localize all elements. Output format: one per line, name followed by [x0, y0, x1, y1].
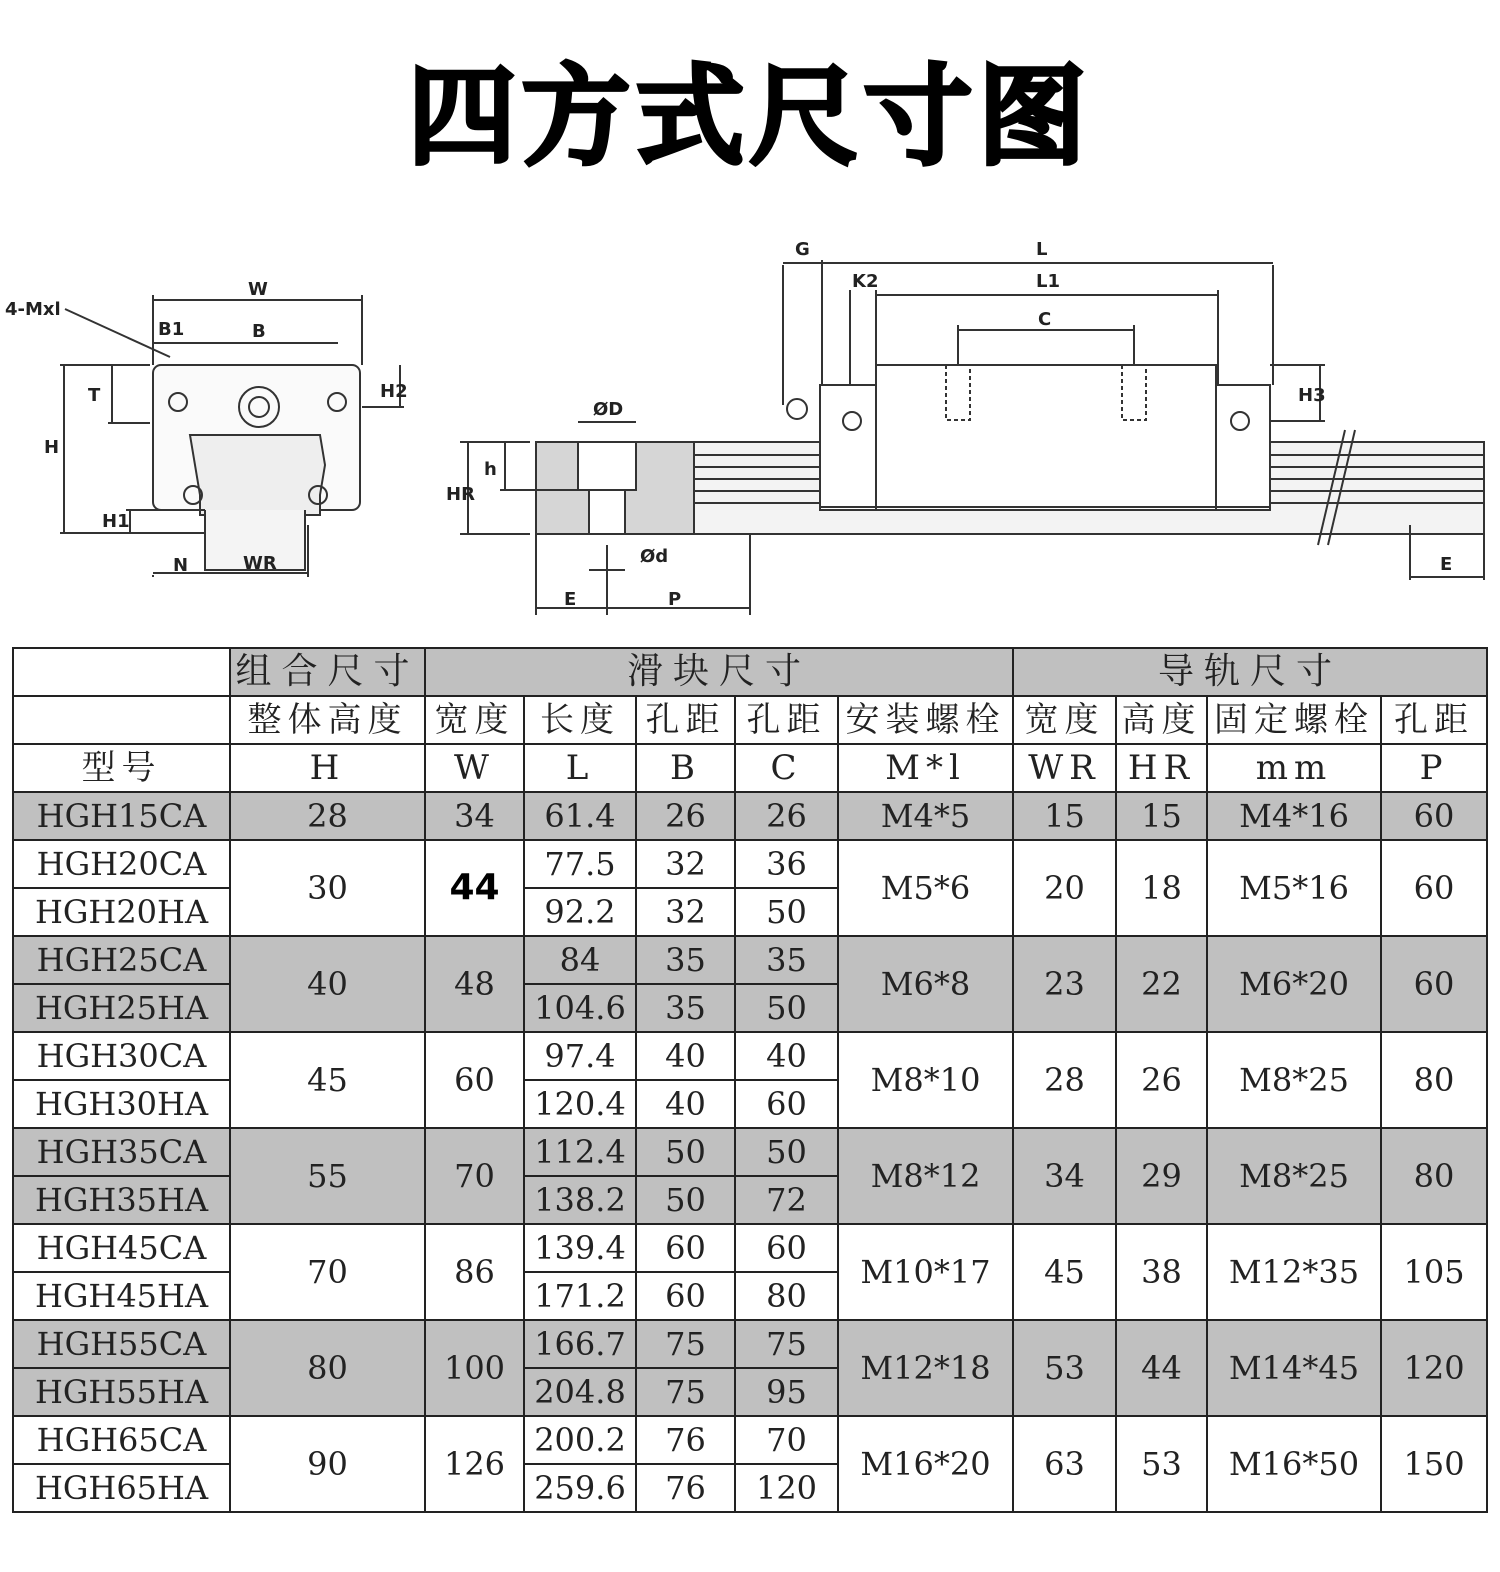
- height-h-cell: 28: [230, 792, 425, 840]
- pitch-c-cell: 26: [735, 792, 838, 840]
- length-l-cell: 104.6: [524, 984, 636, 1032]
- table-row: [13, 1128, 1487, 1176]
- pitch-b-cell: 40: [636, 1032, 735, 1080]
- label-b: B: [252, 321, 266, 342]
- table-row: [13, 792, 1487, 840]
- pitch-c-cell: 50: [735, 888, 838, 936]
- height-h-cell: 40: [230, 936, 425, 1032]
- model-cell: HGH65HA: [13, 1464, 230, 1512]
- model-cell: HGH25CA: [13, 936, 230, 984]
- spec-table: [12, 647, 1488, 1513]
- model-cell: HGH35CA: [13, 1128, 230, 1176]
- model-cell: HGH35HA: [13, 1176, 230, 1224]
- length-l-cell: 166.7: [524, 1320, 636, 1368]
- label-p: P: [668, 589, 682, 610]
- height-h-cell: 90: [230, 1416, 425, 1512]
- rail-width-cell: 45: [1013, 1224, 1116, 1320]
- sub-header: 高度: [1116, 696, 1207, 744]
- height-h-cell: 30: [230, 840, 425, 936]
- model-cell: HGH55CA: [13, 1320, 230, 1368]
- label-4-mxl: 4-Mxl: [5, 299, 61, 320]
- model-cell: HGH15CA: [13, 792, 230, 840]
- table-row: [13, 1416, 1487, 1464]
- rail-width-cell: 63: [1013, 1416, 1116, 1512]
- pitch-b-cell: 50: [636, 1128, 735, 1176]
- mount-bolt-cell: M5*6: [838, 840, 1013, 936]
- width-w-cell: 60: [425, 1032, 524, 1128]
- sub-header: 孔距: [636, 696, 735, 744]
- sub-header: 固定螺栓: [1207, 696, 1381, 744]
- pitch-c-cell: 70: [735, 1416, 838, 1464]
- rail-pitch-cell: 105: [1381, 1224, 1487, 1320]
- pitch-b-cell: 26: [636, 792, 735, 840]
- sub-header: 整体高度: [230, 696, 425, 744]
- group-header-row: [13, 648, 1487, 696]
- table-row: [13, 840, 1487, 888]
- length-l-cell: 97.4: [524, 1032, 636, 1080]
- table-row: [13, 1320, 1487, 1368]
- mount-bolt-cell: M12*18: [838, 1320, 1013, 1416]
- rail-height-cell: 38: [1116, 1224, 1207, 1320]
- symbol-header: W: [425, 744, 524, 792]
- rail-pitch-cell: 60: [1381, 840, 1487, 936]
- pitch-c-cell: 60: [735, 1080, 838, 1128]
- label-od-small: Ød: [640, 546, 669, 567]
- rail-bolt-cell: M14*45: [1207, 1320, 1381, 1416]
- pitch-b-cell: 60: [636, 1224, 735, 1272]
- pitch-c-cell: 120: [735, 1464, 838, 1512]
- pitch-c-cell: 60: [735, 1224, 838, 1272]
- rail-height-cell: 53: [1116, 1416, 1207, 1512]
- table-row: [13, 1224, 1487, 1272]
- pitch-c-cell: 50: [735, 1128, 838, 1176]
- table-row: [13, 1032, 1487, 1080]
- model-cell: HGH65CA: [13, 1416, 230, 1464]
- pitch-b-cell: 76: [636, 1416, 735, 1464]
- rail-pitch-cell: 80: [1381, 1032, 1487, 1128]
- height-h-cell: 80: [230, 1320, 425, 1416]
- label-wr: WR: [243, 553, 277, 574]
- model-cell: HGH45CA: [13, 1224, 230, 1272]
- width-w-cell: 44: [425, 840, 524, 936]
- pitch-b-cell: 60: [636, 1272, 735, 1320]
- width-w-cell: 48: [425, 936, 524, 1032]
- pitch-b-cell: 75: [636, 1368, 735, 1416]
- width-w-cell: 126: [425, 1416, 524, 1512]
- model-cell: HGH55HA: [13, 1368, 230, 1416]
- rail-bolt-cell: M6*20: [1207, 936, 1381, 1032]
- pitch-b-cell: 35: [636, 936, 735, 984]
- sub-header-row: [13, 696, 1487, 744]
- rail-height-cell: 15: [1116, 792, 1207, 840]
- pitch-b-cell: 32: [636, 840, 735, 888]
- rail-width-cell: 34: [1013, 1128, 1116, 1224]
- pitch-b-cell: 76: [636, 1464, 735, 1512]
- pitch-c-cell: 75: [735, 1320, 838, 1368]
- width-w-cell: 34: [425, 792, 524, 840]
- table-row: [13, 936, 1487, 984]
- length-l-cell: 204.8: [524, 1368, 636, 1416]
- width-w-cell: 100: [425, 1320, 524, 1416]
- pitch-c-cell: 95: [735, 1368, 838, 1416]
- length-l-cell: 139.4: [524, 1224, 636, 1272]
- sub-header: 宽度: [425, 696, 524, 744]
- length-l-cell: 112.4: [524, 1128, 636, 1176]
- rail-width-cell: 53: [1013, 1320, 1116, 1416]
- label-n: N: [173, 555, 189, 576]
- label-l: L: [1036, 239, 1048, 260]
- pitch-c-cell: 80: [735, 1272, 838, 1320]
- mount-bolt-cell: M10*17: [838, 1224, 1013, 1320]
- rail-width-cell: 28: [1013, 1032, 1116, 1128]
- label-k2: K2: [852, 271, 879, 292]
- rail-width-cell: 15: [1013, 792, 1116, 840]
- side-view: [694, 260, 1484, 580]
- rail-pitch-cell: 60: [1381, 936, 1487, 1032]
- rail-width-cell: 23: [1013, 936, 1116, 1032]
- length-l-cell: 138.2: [524, 1176, 636, 1224]
- symbol-header: B: [636, 744, 735, 792]
- height-h-cell: 45: [230, 1032, 425, 1128]
- mount-bolt-cell: M8*10: [838, 1032, 1013, 1128]
- pitch-c-cell: 72: [735, 1176, 838, 1224]
- rail-height-cell: 22: [1116, 936, 1207, 1032]
- label-g: G: [795, 239, 810, 260]
- group-block: 滑块尺寸: [425, 648, 1013, 696]
- blank-cell: [13, 648, 230, 696]
- label-hr: HR: [446, 484, 475, 505]
- label-h1: H1: [102, 511, 130, 532]
- sub-header: 孔距: [1381, 696, 1487, 744]
- symbol-row: [13, 744, 1487, 792]
- pitch-b-cell: 35: [636, 984, 735, 1032]
- pitch-b-cell: 50: [636, 1176, 735, 1224]
- symbol-header: mm: [1207, 744, 1381, 792]
- rail-height-cell: 29: [1116, 1128, 1207, 1224]
- length-l-cell: 259.6: [524, 1464, 636, 1512]
- group-rail: 导轨尺寸: [1013, 648, 1487, 696]
- rail-bolt-cell: M12*35: [1207, 1224, 1381, 1320]
- symbol-header: HR: [1116, 744, 1207, 792]
- length-l-cell: 92.2: [524, 888, 636, 936]
- rail-height-cell: 18: [1116, 840, 1207, 936]
- sub-header: 宽度: [1013, 696, 1116, 744]
- label-h-small: h: [484, 459, 497, 480]
- rail-bolt-cell: M8*25: [1207, 1032, 1381, 1128]
- rail-height-cell: 26: [1116, 1032, 1207, 1128]
- label-l1: L1: [1036, 271, 1060, 292]
- rail-bolt-cell: M8*25: [1207, 1128, 1381, 1224]
- length-l-cell: 77.5: [524, 840, 636, 888]
- label-od-large: ØD: [593, 399, 624, 420]
- dimension-drawing: [0, 225, 1500, 625]
- pitch-c-cell: 50: [735, 984, 838, 1032]
- label-w: W: [248, 279, 268, 300]
- pitch-c-cell: 40: [735, 1032, 838, 1080]
- length-l-cell: 61.4: [524, 792, 636, 840]
- label-h: H: [44, 437, 60, 458]
- pitch-c-cell: 35: [735, 936, 838, 984]
- symbol-header: C: [735, 744, 838, 792]
- sub-header: 长度: [524, 696, 636, 744]
- pitch-c-cell: 36: [735, 840, 838, 888]
- rail-bolt-cell: M5*16: [1207, 840, 1381, 936]
- rail-bolt-cell: M16*50: [1207, 1416, 1381, 1512]
- model-cell: HGH25HA: [13, 984, 230, 1032]
- height-h-cell: 55: [230, 1128, 425, 1224]
- label-h2: H2: [380, 381, 408, 402]
- sub-header: 安装螺栓: [838, 696, 1013, 744]
- label-c: C: [1038, 309, 1052, 330]
- mount-bolt-cell: M8*12: [838, 1128, 1013, 1224]
- rail-pitch-cell: 120: [1381, 1320, 1487, 1416]
- model-cell: HGH30CA: [13, 1032, 230, 1080]
- label-h3: H3: [1298, 385, 1326, 406]
- group-assembly: 组合尺寸: [230, 648, 425, 696]
- pitch-b-cell: 40: [636, 1080, 735, 1128]
- label-e-left: E: [564, 589, 577, 610]
- rail-pitch-cell: 60: [1381, 792, 1487, 840]
- mount-bolt-cell: M6*8: [838, 936, 1013, 1032]
- rail-pitch-cell: 80: [1381, 1128, 1487, 1224]
- page-title: 四方式尺寸图: [407, 55, 1092, 180]
- model-cell: HGH45HA: [13, 1272, 230, 1320]
- symbol-header: H: [230, 744, 425, 792]
- symbol-header: P: [1381, 744, 1487, 792]
- label-t: T: [88, 385, 101, 406]
- length-l-cell: 84: [524, 936, 636, 984]
- symbol-header: L: [524, 744, 636, 792]
- width-w-cell: 86: [425, 1224, 524, 1320]
- length-l-cell: 120.4: [524, 1080, 636, 1128]
- mount-bolt-cell: M4*5: [838, 792, 1013, 840]
- label-e-right: E: [1440, 554, 1453, 575]
- blank-cell: [13, 696, 230, 744]
- rail-pitch-cell: 150: [1381, 1416, 1487, 1512]
- symbol-header: WR: [1013, 744, 1116, 792]
- pitch-b-cell: 75: [636, 1320, 735, 1368]
- symbol-header: M*l: [838, 744, 1013, 792]
- length-l-cell: 171.2: [524, 1272, 636, 1320]
- rail-height-cell: 44: [1116, 1320, 1207, 1416]
- pitch-b-cell: 32: [636, 888, 735, 936]
- model-cell: HGH20HA: [13, 888, 230, 936]
- model-header: 型号: [13, 744, 230, 792]
- rail-bolt-cell: M4*16: [1207, 792, 1381, 840]
- height-h-cell: 70: [230, 1224, 425, 1320]
- rail-width-cell: 20: [1013, 840, 1116, 936]
- label-b1: B1: [158, 319, 185, 340]
- width-w-cell: 70: [425, 1128, 524, 1224]
- model-cell: HGH30HA: [13, 1080, 230, 1128]
- front-view: [60, 295, 404, 577]
- length-l-cell: 200.2: [524, 1416, 636, 1464]
- model-cell: HGH20CA: [13, 840, 230, 888]
- sub-header: 孔距: [735, 696, 838, 744]
- mount-bolt-cell: M16*20: [838, 1416, 1013, 1512]
